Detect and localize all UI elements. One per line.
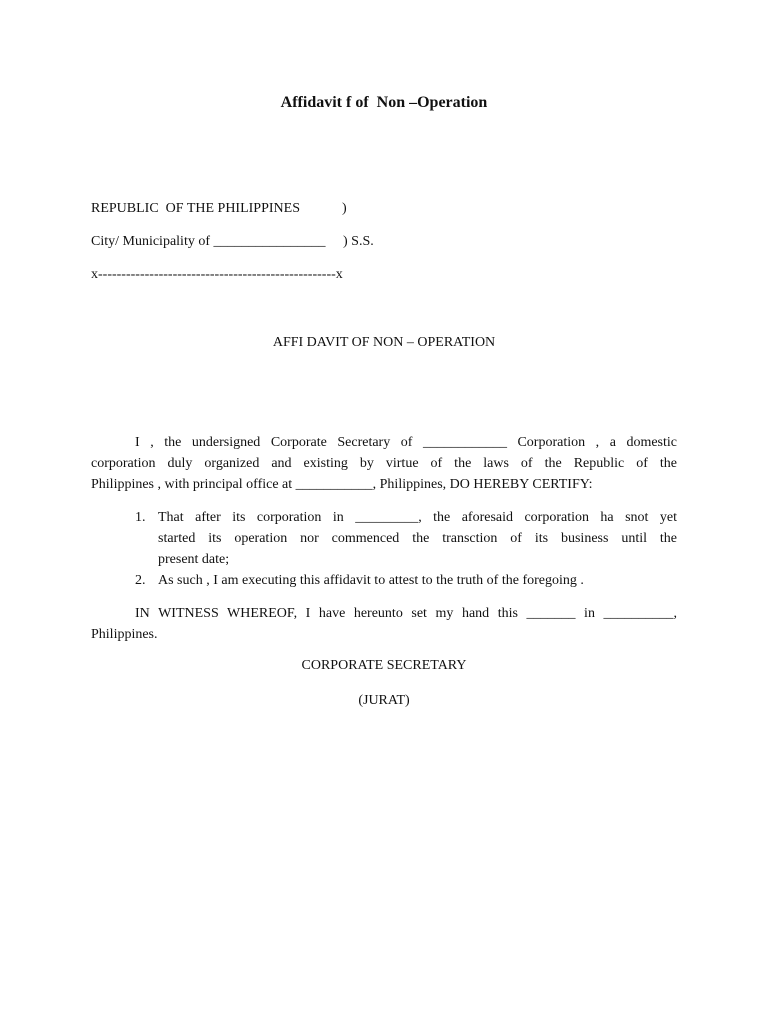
intro-paragraph-line: I , the undersigned Corporate Secretary of ____________ Corporation , a domestic bbox=[135, 435, 677, 450]
witness-paragraph bbox=[91, 603, 677, 645]
witness-paragraph-line: Philippines. bbox=[91, 627, 158, 642]
list-item-line: present date; bbox=[158, 552, 230, 567]
venue-city-line: City/ Municipality of ________________ ) S.S. bbox=[91, 234, 374, 249]
list-item-number: 1. bbox=[135, 510, 146, 525]
intro-paragraph-line: Philippines , with principal office at ___________, Philippines, DO HEREBY CERTIFY: bbox=[91, 477, 593, 492]
list-item-line: started its operation nor commenced the transction of its business until the bbox=[158, 531, 677, 546]
list-item-number: 2. bbox=[135, 573, 146, 588]
intro-paragraph-line: corporation duly organized and existing by virtue of the laws of the Republic of the bbox=[91, 456, 677, 471]
document-title: Affidavit f of Non –Operation bbox=[280, 94, 488, 111]
list-item-line: As such , I am executing this affidavit to attest to the truth of the foregoing . bbox=[158, 573, 584, 588]
list-item bbox=[91, 570, 677, 591]
venue-republic-line: REPUBLIC OF THE PHILIPPINES ) bbox=[91, 201, 347, 216]
venue-separator-line: x---------------------------------------------------x bbox=[91, 267, 343, 282]
jurat-label: (JURAT) bbox=[358, 693, 410, 708]
signatory-label: CORPORATE SECRETARY bbox=[301, 658, 467, 673]
witness-paragraph-line: IN WITNESS WHEREOF, I have hereunto set my hand this _______ in __________, bbox=[135, 606, 677, 621]
affidavit-heading: AFFI DAVIT OF NON – OPERATION bbox=[272, 335, 496, 350]
intro-paragraph bbox=[91, 432, 677, 495]
list-item-line: That after its corporation in _________, the aforesaid corporation ha snot yet bbox=[158, 510, 677, 525]
numbered-list bbox=[91, 507, 677, 591]
list-item bbox=[91, 507, 677, 570]
